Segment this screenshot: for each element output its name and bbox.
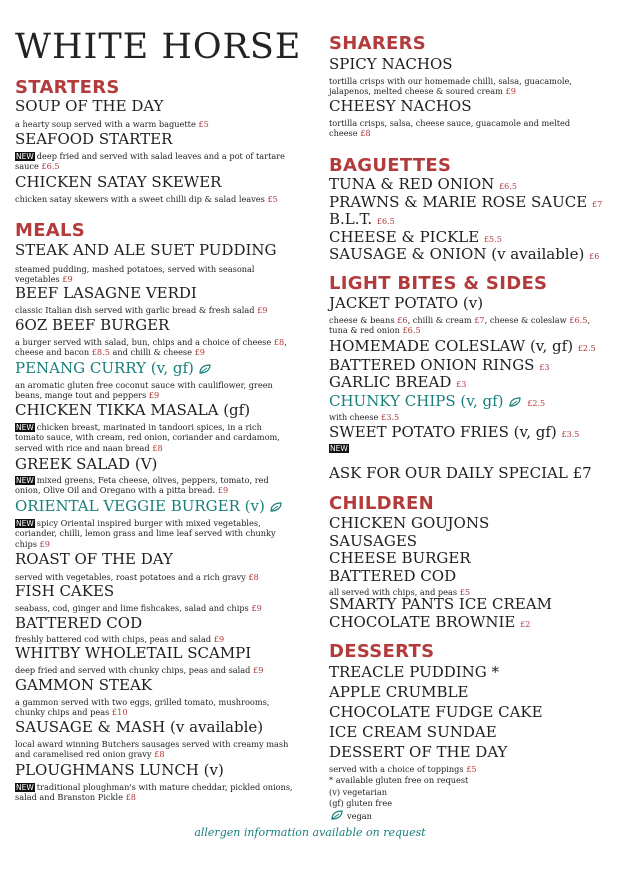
new-badge: NEW (16, 423, 34, 432)
menu-item-desc: NEW traditional ploughman's with mature cheddar, pickled onions, salad and Branston Pickle £8 (15, 782, 293, 803)
daily-special: ASK FOR OUR DAILY SPECIAL £7 (329, 464, 592, 482)
menu-item-desc: a burger served with salad, bun, chips and a choice of cheese £8, cheese and bacon £8.5 and chilli & cheese £9 (15, 337, 287, 358)
menu-item-desc: with cheese £3.5 (329, 412, 400, 422)
menu-item-name: CHICKEN GOUJONS (329, 514, 490, 532)
new-badge: NEW (16, 152, 34, 161)
menu-item-desc: tortilla crisps with our homemade chilli, salsa, guacamole, jalapenos, melted cheese & soured cream £9 (329, 76, 572, 97)
vegan-leaf-icon (197, 363, 213, 375)
starters-heading: STARTERS (15, 77, 120, 98)
legend-gluten-free-on-request: * available gluten free on request (329, 775, 469, 785)
menu-item-name: GAMMON STEAK (15, 676, 152, 694)
vegan-leaf-icon (329, 809, 345, 821)
baguettes-heading: BAGUETTES (329, 155, 452, 176)
menu-item-name: CHEESY NACHOS (329, 97, 472, 115)
menu-item-name: STEAK AND ALE SUET PUDDING (15, 241, 277, 259)
legend-vegan: vegan (329, 809, 372, 821)
menu-item-name: SWEET POTATO FRIES (v, gf) £3.5 (329, 423, 580, 441)
menu-item-desc: served with a choice of toppings £5 (329, 764, 477, 774)
menu-item-name: PLOUGHMANS LUNCH (v) (15, 761, 224, 779)
legend-gluten-free: (gf) gluten free (329, 798, 393, 808)
sharers-heading: SHARERS (329, 33, 427, 54)
menu-item-name: CHOCOLATE BROWNIE £2 (329, 613, 531, 631)
menu-item-desc: steamed pudding, mashed potatoes, served with seasonal vegetables £9 (15, 264, 255, 285)
menu-item-desc: NEW mixed greens, Feta cheese, olives, peppers, tomato, red onion, Olive Oil and Oregano with a pitta bread. £9 (15, 475, 269, 496)
menu-item-name: GARLIC BREAD £3 (329, 373, 467, 391)
menu-item-desc: tortilla crisps, salsa, cheese sauce, guacamole and melted cheese £8 (329, 118, 571, 139)
new-badge: NEW (16, 476, 34, 485)
menu-item-name: SMARTY PANTS ICE CREAM (329, 595, 552, 613)
menu-item-desc: a gammon served with two eggs, grilled tomato, mushrooms, chunky chips and peas £10 (15, 697, 270, 718)
menu-item-name: ICE CREAM SUNDAE (329, 723, 497, 741)
menu-item-name: CHEESE BURGER (329, 549, 471, 567)
menu-item-name: SEAFOOD STARTER (15, 130, 173, 148)
menu-item-name: BEEF LASAGNE VERDI (15, 284, 197, 302)
light-bites-heading: LIGHT BITES & SIDES (329, 273, 548, 294)
menu-item-name: SAUSAGE & ONION (v available) £6 (329, 245, 600, 263)
new-badge: NEW (330, 444, 348, 453)
menu-item-name: B.L.T. £6.5 (329, 210, 395, 228)
menu-item-name: CHOCOLATE FUDGE CAKE (329, 703, 543, 721)
menu-item-name: APPLE CRUMBLE (329, 683, 469, 701)
menu-item-desc: cheese & beans £6, chilli & cream £7, cheese & coleslaw £6.5, tuna & red onion £6.5 (329, 315, 591, 336)
vegan-leaf-icon (507, 396, 523, 408)
menu-item-name: TREACLE PUDDING * (329, 663, 500, 681)
meals-heading: MEALS (15, 220, 86, 241)
menu-item-name: PRAWNS & MARIE ROSE SAUCE £7 (329, 193, 603, 211)
menu-item-desc: NEW deep fried and served with salad leaves and a pot of tartare sauce £6.5 (15, 151, 286, 172)
menu-item-name: CHUNKY CHIPS (v, gf) £2.5 (329, 392, 546, 410)
menu-item-name: ORIENTAL VEGGIE BURGER (v) (15, 499, 284, 514)
menu-item-name: SOUP OF THE DAY (15, 97, 164, 115)
children-heading: CHILDREN (329, 493, 435, 514)
menu-item-desc: deep fried and served with chunky chips, peas and salad £9 (15, 665, 264, 675)
new-badge: NEW (16, 519, 34, 528)
menu-item-name: 6OZ BEEF BURGER (15, 316, 170, 334)
menu-item-name: ROAST OF THE DAY (15, 550, 173, 568)
menu-item-name: PENANG CURRY (v, gf) (15, 361, 213, 376)
desserts-heading: DESSERTS (329, 641, 435, 662)
menu-item-name: CHEESE & PICKLE £5.5 (329, 228, 502, 246)
legend-vegetarian: (v) vegetarian (329, 787, 388, 797)
menu-item-name: HOMEMADE COLESLAW (v, gf) £2.5 (329, 337, 596, 355)
menu-item-name: JACKET POTATO (v) (329, 294, 484, 312)
menu-item-desc: classic Italian dish served with garlic bread & fresh salad £9 (15, 305, 268, 315)
allergen-note: allergen information available on request (194, 826, 426, 839)
menu-item-desc: a hearty soup served with a warm baguette £5 (15, 119, 209, 129)
menu-item-name: FISH CAKES (15, 582, 115, 600)
menu-item-desc: all served with chips, and peas £5 (329, 587, 471, 597)
menu-item-desc: served with vegetables, roast potatoes and a rich gravy £8 (15, 572, 259, 582)
menu-item-desc: NEW chicken breast, marinated in tandoori spices, in a rich tomato sauce, with cream, red onion, coriander and cardamom, served with rice and naan bread £8 (15, 422, 280, 453)
menu-item-desc: chicken satay skewers with a sweet chilli dip & salad leaves £5 (15, 194, 278, 204)
menu-item-name: DESSERT OF THE DAY (329, 743, 508, 761)
menu-item-name: CHICKEN TIKKA MASALA (gf) (15, 401, 251, 419)
menu-item-name: BATTERED COD (15, 614, 143, 632)
menu-item-desc: freshly battered cod with chips, peas and salad £9 (15, 634, 225, 644)
menu-item-name: TUNA & RED ONION £6.5 (329, 175, 517, 193)
menu-item-desc: local award winning Butchers sausages served with creamy mash and caramelised red onion gravy £8 (15, 739, 289, 760)
new-badge: NEW (16, 783, 34, 792)
menu-item-desc: an aromatic gluten free coconut sauce with cauliflower, green beans, mange tout and peppers £9 (15, 380, 273, 401)
restaurant-title: WHITE HORSE (15, 27, 302, 67)
menu-item-name: CHICKEN SATAY SKEWER (15, 173, 222, 191)
new-badge-line (329, 443, 609, 453)
vegan-leaf-icon (268, 501, 284, 513)
menu-item-name: GREEK SALAD (V) (15, 455, 158, 473)
menu-item-name: SAUSAGES (329, 532, 418, 550)
menu-item-name: BATTERED ONION RINGS £3 (329, 356, 550, 374)
menu-item-name: BATTERED COD (329, 567, 457, 585)
menu-item-name: SAUSAGE & MASH (v available) (15, 718, 264, 736)
menu-item-name: WHITBY WHOLETAIL SCAMPI (15, 644, 252, 662)
menu-item-desc: NEW spicy Oriental inspired burger with mixed vegetables, coriander, chilli, lemon grass and lime leaf served with chunky chips £9 (15, 518, 276, 549)
menu-item-desc: seabass, cod, ginger and lime fishcakes, salad and chips £9 (15, 603, 262, 613)
menu-item-name: SPICY NACHOS (329, 55, 453, 73)
